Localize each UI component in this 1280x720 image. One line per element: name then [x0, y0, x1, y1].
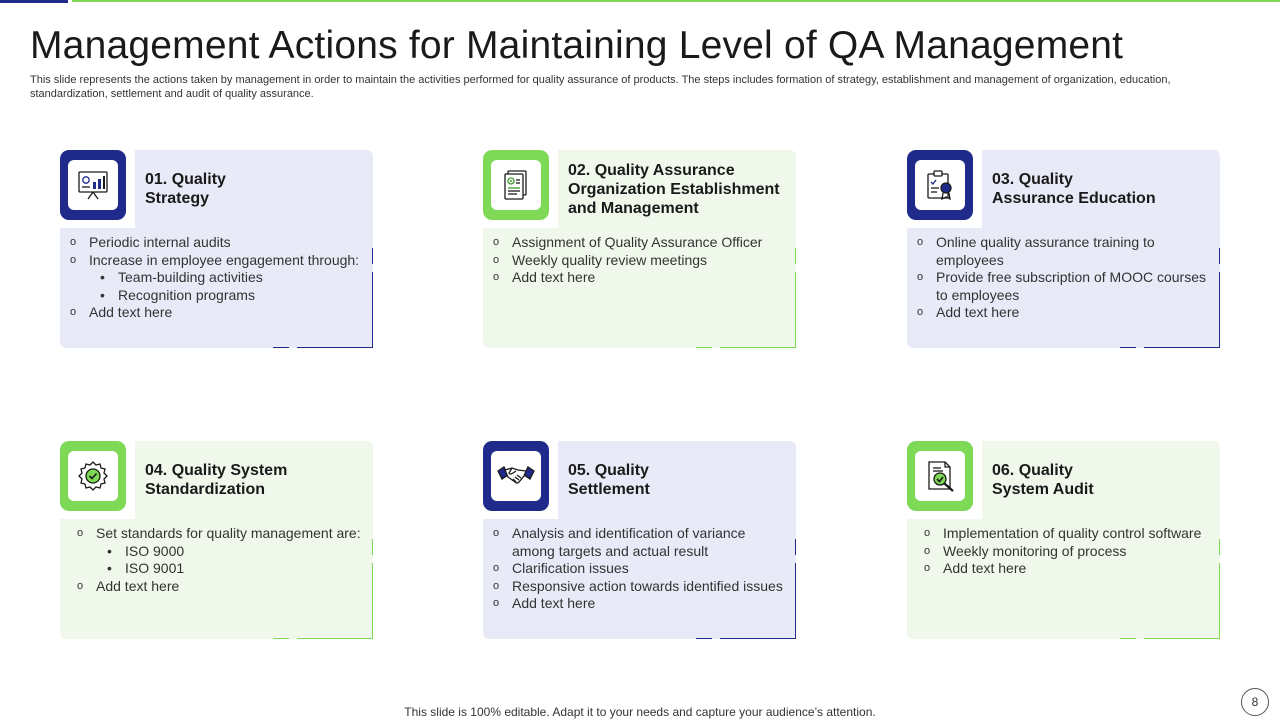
list-item: o Assignment of Quality Assurance Officer [493, 234, 788, 252]
card-quality-settlement [483, 441, 796, 641]
card-edge [1144, 347, 1220, 348]
list-item: o Implementation of quality control software [924, 525, 1219, 543]
sub-list-item: • Team-building activities [70, 269, 365, 287]
list-item: o Add text here [917, 304, 1212, 322]
list-item: o Add text here [493, 595, 788, 613]
card-edge [273, 347, 289, 348]
card-edge [720, 347, 796, 348]
card-edge [1219, 563, 1220, 639]
list-item: o Clarification issues [493, 560, 788, 578]
list-item: o Add text here [924, 560, 1219, 578]
sub-list-item: • Recognition programs [70, 287, 365, 305]
card-edge [696, 638, 712, 639]
list-item: o Analysis and identification of variance among targets and actual result [493, 525, 788, 560]
card-heading-line: 01. Quality [145, 171, 226, 188]
card-heading-line: 05. Quality [568, 462, 649, 479]
list-item: o Periodic internal audits [70, 234, 365, 252]
card-edge [1120, 638, 1136, 639]
slide-subtitle[interactable]: This slide represents the actions taken by management in order to maintain the activities performed for quality assurance of products. The steps includes formation of strategy, establishment and management of organization, education, standardization, settlement and audit of quality assurance. [30, 74, 1171, 100]
card-body[interactable] [493, 525, 788, 613]
card-heading-line: 04. Quality System [145, 462, 288, 479]
list-item: o Provide free subscription of MOOC courses to employees [917, 269, 1212, 304]
list-item: o Weekly quality review meetings [493, 252, 788, 270]
list-item: o Online quality assurance training to employees [917, 234, 1212, 269]
card-edge [372, 248, 373, 264]
card-icon-frame [60, 441, 126, 511]
card-edge [297, 638, 373, 639]
slide-title[interactable]: Management Actions for Maintaining Level of QA Management [30, 24, 1124, 67]
card-edge [372, 272, 373, 348]
card-heading-line: Standardization [145, 481, 266, 498]
card-edge [1219, 248, 1220, 264]
list-item: o Add text here [77, 578, 372, 596]
card-heading[interactable] [145, 441, 365, 519]
certificate-icon [923, 168, 957, 202]
page-number: 8 [1241, 688, 1269, 716]
card-heading[interactable] [568, 441, 788, 519]
card-heading-line: Strategy [145, 190, 210, 207]
card-body[interactable] [493, 234, 788, 287]
presentation-chart-icon [76, 168, 110, 202]
list-item: o Responsive action towards identified issues [493, 578, 788, 596]
card-body[interactable] [917, 234, 1212, 322]
card-edge [795, 248, 796, 264]
list-item: o Add text here [70, 304, 365, 322]
card-body[interactable] [924, 525, 1219, 578]
card-icon-frame [907, 441, 973, 511]
card-edge [372, 563, 373, 639]
card-edge [1219, 272, 1220, 348]
card-heading-line: Settlement [568, 481, 650, 498]
card-icon-frame [60, 150, 126, 220]
card-edge [720, 638, 796, 639]
card-edge [795, 539, 796, 555]
sub-list-item: • ISO 9000 [77, 543, 372, 561]
card-edge [1120, 347, 1136, 348]
list-item: o Weekly monitoring of process [924, 543, 1219, 561]
list-item: o Increase in employee engagement through: [70, 252, 365, 270]
top-accent-blue [0, 0, 68, 3]
card-edge [1219, 539, 1220, 555]
card-heading-line: Assurance Education [992, 190, 1156, 207]
card-qa-organization [483, 150, 796, 350]
list-item: o Add text here [493, 269, 788, 287]
card-heading[interactable] [992, 150, 1212, 228]
card-edge [297, 347, 373, 348]
document-gear-icon [499, 168, 533, 202]
card-edge [273, 638, 289, 639]
card-edge [795, 563, 796, 639]
card-body[interactable] [77, 525, 372, 595]
card-edge [696, 347, 712, 348]
gear-check-icon [76, 459, 110, 493]
slide-footer: This slide is 100% editable. Adapt it to your needs and capture your audience’s attention. [404, 705, 876, 719]
top-accent-green [72, 0, 1280, 2]
card-heading[interactable] [145, 150, 365, 228]
card-quality-strategy [60, 150, 373, 350]
card-icon-frame [907, 150, 973, 220]
card-heading-line: and Management [568, 199, 699, 217]
card-icon-frame [483, 150, 549, 220]
card-heading-line: 02. Quality Assurance [568, 161, 735, 179]
list-item: o Set standards for quality management are: [77, 525, 372, 543]
card-qa-education [907, 150, 1220, 350]
card-edge [1144, 638, 1220, 639]
card-edge [372, 539, 373, 555]
card-heading-line: Organization Establishment [568, 180, 780, 198]
handshake-icon [497, 461, 535, 491]
sub-list-item: • ISO 9001 [77, 560, 372, 578]
audit-report-icon [923, 459, 957, 493]
card-icon-frame [483, 441, 549, 511]
card-heading[interactable] [568, 150, 788, 228]
card-heading-line: 03. Quality [992, 171, 1073, 188]
card-body[interactable] [70, 234, 365, 322]
card-edge [795, 272, 796, 348]
card-system-standardization [60, 441, 373, 641]
card-system-audit [907, 441, 1220, 641]
card-heading-line: System Audit [992, 481, 1094, 498]
card-heading-line: 06. Quality [992, 462, 1073, 479]
card-heading[interactable] [992, 441, 1212, 519]
